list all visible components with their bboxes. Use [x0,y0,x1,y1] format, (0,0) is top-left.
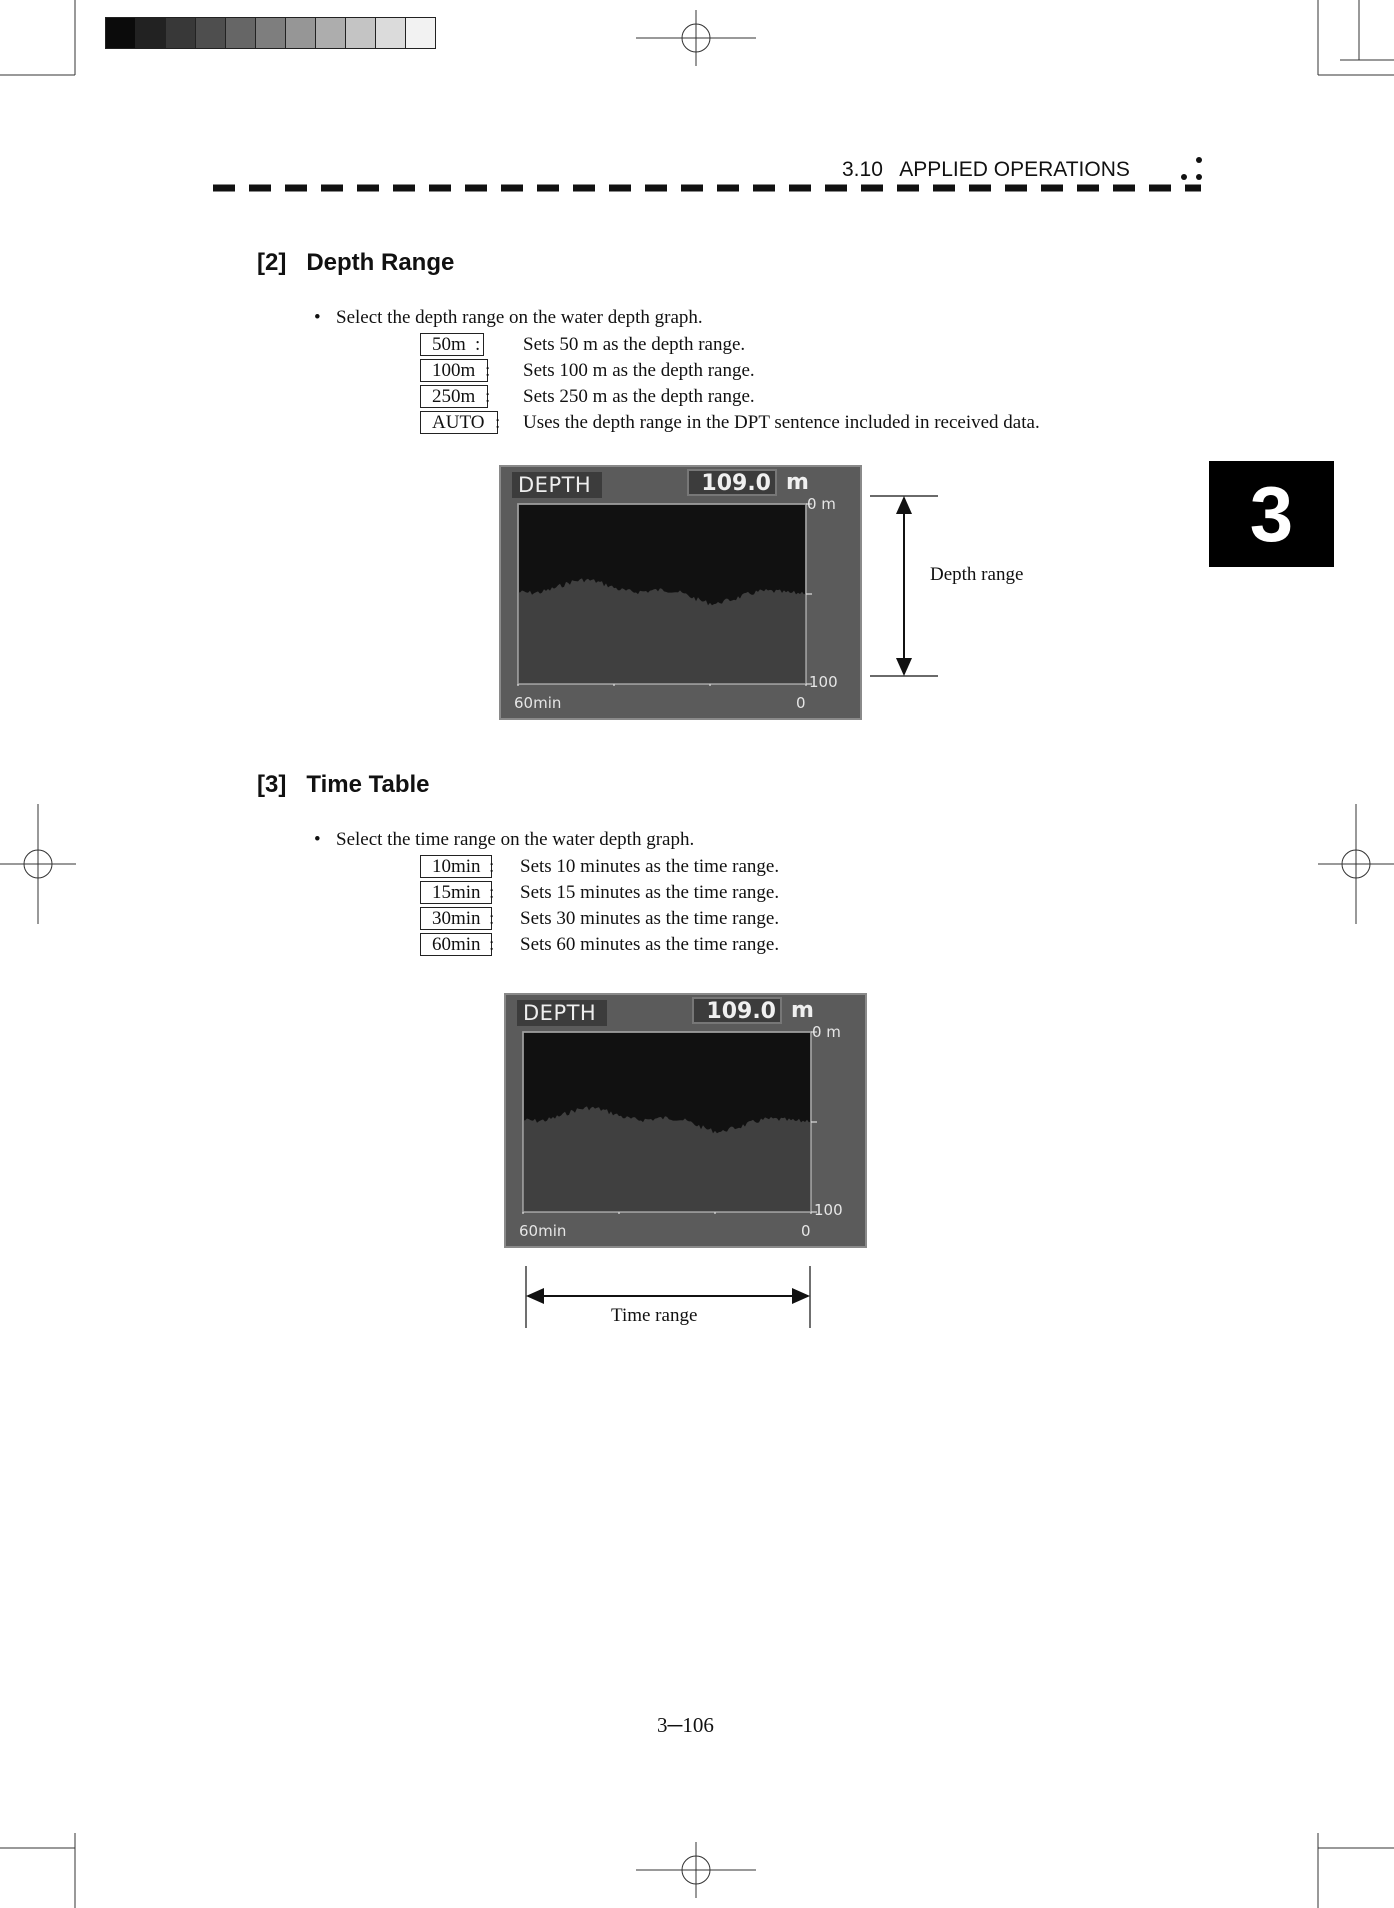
option-desc-50m: Sets 50 m as the depth range. [523,334,746,355]
page-number: 3─106 [657,1713,714,1737]
depth-readout: 109.0 [687,469,777,496]
grayscale-calibration-strip [105,17,436,49]
depth-unit: m [791,998,814,1023]
axis-bottom-label: 100 [814,1201,843,1219]
option-key-250m: 250m [420,385,488,408]
depth-range-dimension-arrow [860,490,940,680]
depth-graph-screen [499,465,862,720]
header-dashed-rule [213,184,1201,192]
seafloor-profile [518,578,806,684]
option-colon: : [485,360,491,381]
option-desc-100m: Sets 100 m as the depth range. [523,360,755,381]
grayscale-swatch [316,18,346,48]
grayscale-swatch [106,18,136,48]
option-desc-60min: Sets 60 minutes as the time range. [520,934,780,955]
time-right-label: 0 [796,694,806,712]
depth-readout: 109.0 [692,997,782,1024]
option-colon: : [495,412,501,433]
time-table-intro: • Select the time range on the water depth graph. [314,829,695,850]
depth-range-caption: Depth range [930,564,1024,585]
option-colon: : [489,908,495,929]
option-colon: : [489,934,495,955]
option-colon: : [489,882,495,903]
time-left-label: 60min [514,694,562,712]
option-key-15min: 15min [420,881,492,904]
grayscale-swatch [406,18,435,48]
depth-graph-screen [504,993,867,1248]
grayscale-swatch [256,18,286,48]
grayscale-swatch [346,18,376,48]
time-left-label: 60min [519,1222,567,1240]
option-colon: : [485,386,491,407]
option-key-60min: 60min [420,933,492,956]
axis-top-label: 0 m [812,1023,841,1041]
seafloor-profile [523,1106,811,1212]
grayscale-swatch [166,18,196,48]
option-desc-auto: Uses the depth range in the DPT sentence included in received data. [523,412,1040,433]
depth-graph-title: DEPTH [512,472,602,498]
option-key-auto: AUTO [420,411,498,434]
header-dots-ornament [1176,155,1206,185]
time-table-intro-text: Select the time range on the water depth graph. [336,829,695,850]
chapter-tab: 3 [1209,461,1334,567]
option-key-30min: 30min [420,907,492,930]
grayscale-swatch [136,18,166,48]
grayscale-swatch [286,18,316,48]
depth-range-intro-text: Select the depth range on the water depth graph. [336,307,703,328]
grayscale-swatch [196,18,226,48]
section-title-depth-range: [2] Depth Range [257,249,455,276]
grayscale-swatch [376,18,406,48]
depth-range-intro: • Select the depth range on the water depth graph. [314,307,703,328]
option-colon: : [475,334,481,355]
axis-top-label: 0 m [807,495,836,513]
running-header: 3.10 APPLIED OPERATIONS [842,158,1130,181]
time-right-label: 0 [801,1222,811,1240]
option-key-10min: 10min [420,855,492,878]
option-desc-10min: Sets 10 minutes as the time range. [520,856,780,877]
depth-unit: m [786,470,809,495]
option-desc-15min: Sets 15 minutes as the time range. [520,882,780,903]
option-key-50m: 50m [420,333,484,356]
option-desc-250m: Sets 250 m as the depth range. [523,386,755,407]
time-range-caption: Time range [611,1305,698,1326]
section-title-time-table: [3] Time Table [257,771,430,798]
grayscale-swatch [226,18,256,48]
option-desc-30min: Sets 30 minutes as the time range. [520,908,780,929]
depth-graph-title: DEPTH [517,1000,607,1026]
depth-plot [516,502,856,686]
option-key-100m: 100m [420,359,488,382]
depth-plot [521,1030,861,1214]
axis-bottom-label: 100 [809,673,838,691]
option-colon: : [489,856,495,877]
